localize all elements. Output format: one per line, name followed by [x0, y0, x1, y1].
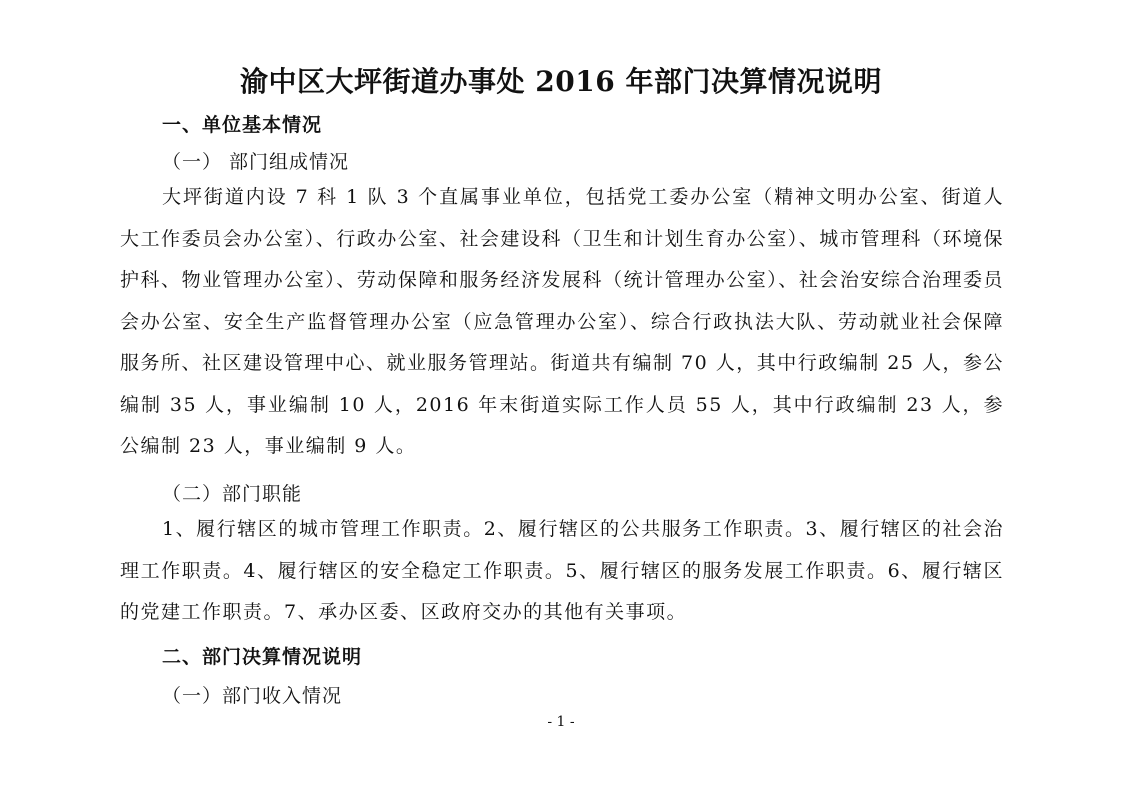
document-title: 渝中区大坪街道办事处 2016 年部门决算情况说明 [240, 65, 882, 98]
subsection-heading-functions: （二）部门职能 [162, 483, 303, 505]
subsection-heading-composition: （一） 部门组成情况 [162, 151, 350, 173]
page-number: - 1 - [547, 714, 575, 730]
section-heading-final-accounts: 二、部门决算情况说明 [162, 646, 363, 668]
subsection-heading-income: （一）部门收入情况 [162, 685, 343, 707]
paragraph-functions: 1、履行辖区的城市管理工作职责。2、履行辖区的公共服务工作职责。3、履行辖区的社会治理工作职责。4、履行辖区的安全稳定工作职责。5、履行辖区的服务发展工作职责。6、履行辖区的党建工作职责。7、承办区委、区政府交办的其他有关事项。 [120, 518, 1004, 623]
section-heading-basic-info: 一、单位基本情况 [162, 114, 323, 136]
paragraph-composition: 大坪街道内设 7 科 1 队 3 个直属事业单位，包括党工委办公室（精神文明办公室、街道人大工作委员会办公室）、行政办公室、社会建设科（卫生和计划生育办公室）、城市管理科（环境保护科、物业管理办公室）、劳动保障和服务经济发展科（统计管理办公室）、社会治安综合治理委员会办公室、安全生产监督管理办公室（应急管理办公室）、综合行政执法大队、劳动就业社会保障服务所、社区建设管理中心、就业服务管理站。街道共有编制 70 人，其中行政编制 25 人，参公编制 35 人，事业编制 10 人，2016 年末街道实际工作人员 55 人，其中行政编制 23 人，参公编制 23 人，事业编制 9 人。 [120, 186, 1005, 457]
